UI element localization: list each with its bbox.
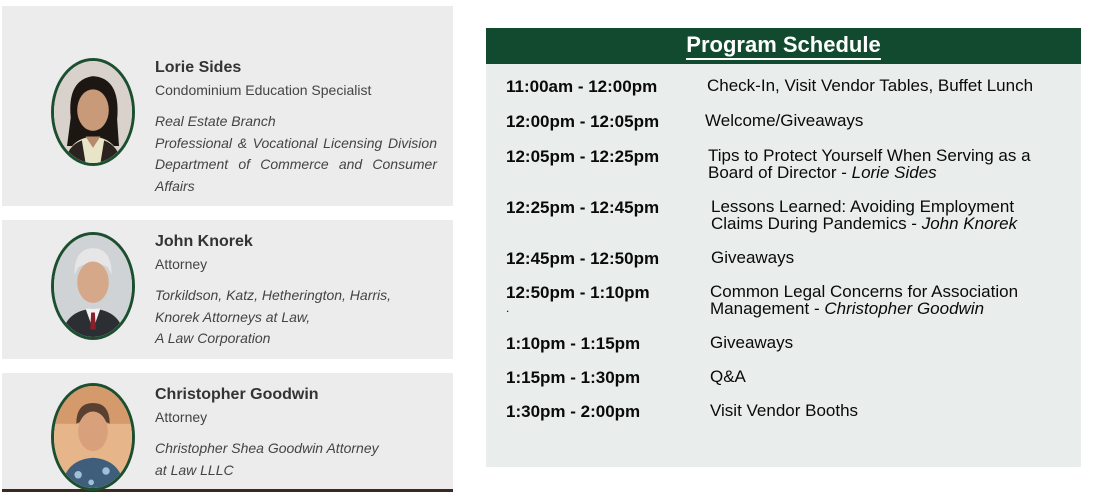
speaker-photo: [51, 232, 135, 340]
schedule-speaker: Lorie Sides: [851, 162, 937, 182]
speaker-org-line: at Law LLLC: [155, 461, 234, 478]
speaker-org: [155, 438, 437, 481]
schedule-speaker: John Knorek: [921, 213, 1018, 233]
speaker-name: John Knorek: [155, 233, 253, 250]
schedule-description: Visit Vendor Booths: [710, 401, 859, 420]
schedule-time: 12:50pm - 1:10pm: [506, 283, 650, 302]
schedule-desc-line: Board of Director -: [708, 162, 852, 182]
schedule-header: [486, 28, 1081, 64]
schedule-desc-line: Tips to Protect Yourself When Serving as a: [708, 146, 1031, 165]
portrait-man-icon: [54, 386, 132, 488]
portrait-woman-icon: [54, 61, 132, 163]
schedule-time: 12:25pm - 12:45pm: [506, 198, 660, 217]
speaker-photo: [51, 383, 135, 491]
program-schedule-panel: [486, 28, 1081, 467]
speaker-role: Attorney: [155, 256, 208, 272]
speaker-org-line: Knorek Attorneys at Law,: [155, 308, 311, 325]
schedule-time: 11:00am - 12:00pm: [506, 77, 658, 96]
schedule-time: 1:30pm - 2:00pm: [506, 402, 641, 421]
portrait-man-icon: [54, 235, 132, 337]
schedule-time: 1:15pm - 1:30pm: [506, 368, 641, 387]
schedule-time: 12:05pm - 12:25pm: [506, 147, 660, 166]
schedule-description: Welcome/Giveaways: [705, 111, 864, 130]
speaker-org-line: A Law Corporation: [155, 330, 271, 346]
schedule-time: 12:00pm - 12:05pm: [506, 112, 660, 131]
speaker-name: Christopher Goodwin: [155, 386, 319, 403]
speaker-org: [155, 111, 437, 197]
schedule-time: 12:45pm - 12:50pm: [506, 249, 660, 268]
speaker-org-line: Real Estate Branch: [155, 113, 276, 129]
schedule-speaker: Christopher Goodwin: [824, 298, 985, 318]
speaker-role: Attorney: [155, 409, 208, 425]
schedule-title: Program Schedule: [686, 33, 880, 60]
schedule-description: [708, 148, 1068, 181]
schedule-dot: .: [506, 301, 510, 315]
speaker-org-line: Professional & Vocational Licensing Division Department of Commerce and Consumer Affairs: [155, 134, 437, 194]
speaker-org: [155, 285, 437, 350]
speaker-role: Condominium Education Specialist: [155, 82, 372, 98]
schedule-desc-line: Claims During Pandemics -: [711, 213, 922, 233]
schedule-desc-line: Lessons Learned: Avoiding Employment: [711, 197, 1015, 216]
speaker-photo: [51, 58, 135, 166]
schedule-description: [710, 284, 1070, 317]
speaker-name: Lorie Sides: [155, 59, 242, 76]
schedule-desc-line: Common Legal Concerns for Association: [710, 282, 1019, 301]
schedule-time: 1:10pm - 1:15pm: [506, 334, 641, 353]
speaker-card-john-knorek: [2, 220, 453, 359]
schedule-description: Check-In, Visit Vendor Tables, Buffet Lunch: [707, 76, 1034, 95]
speaker-org-line: Christopher Shea Goodwin Attorney: [155, 440, 379, 456]
schedule-description: Q&A: [710, 367, 746, 386]
speaker-card-lorie-sides: [2, 6, 453, 206]
speaker-card-christopher-goodwin: [2, 373, 453, 492]
speaker-org-line: Torkildson, Katz, Hetherington, Harris,: [155, 287, 392, 303]
schedule-desc-line: Management -: [710, 298, 825, 318]
schedule-description: [711, 199, 1071, 232]
schedule-description: Giveaways: [711, 248, 795, 267]
schedule-description: Giveaways: [710, 333, 794, 352]
